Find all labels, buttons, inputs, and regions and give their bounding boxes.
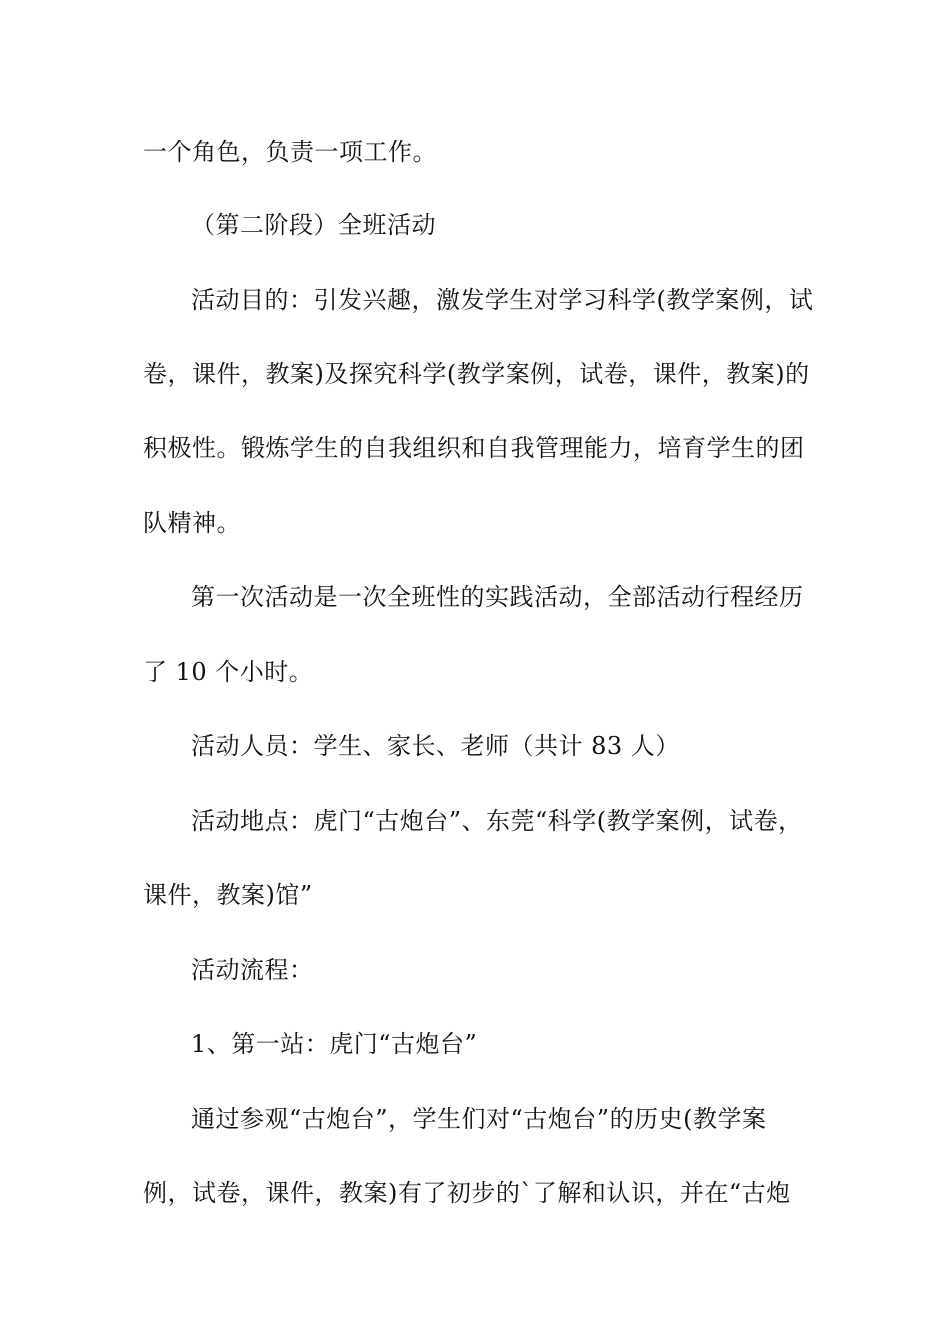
text-line-7: 第一次活动是一次全班性的实践活动，全部活动行程经历	[191, 583, 804, 611]
text-line-4: 卷，课件，教案)及探究科学(教学案例，试卷，课件，教案)的	[143, 360, 810, 388]
text-line-9: 活动人员：学生、家长、老师（共计 83 人）	[191, 732, 680, 760]
text-line-8: 了 10 个小时。	[143, 658, 314, 686]
text-line-6: 队精神。	[143, 509, 241, 537]
text-line-5: 积极性。锻炼学生的自我组织和自我管理能力，培育学生的团	[143, 434, 805, 462]
text-line-15: 例，试卷，课件，教案)有了初步的`了解和认识，并在“古炮	[143, 1179, 791, 1207]
text-line-13: 1、第一站：虎门“古炮台”	[191, 1030, 478, 1058]
section-heading: （第二阶段）全班活动	[191, 211, 436, 239]
text-line-14: 通过参观“古炮台”，学生们对“古炮台”的历史(教学案	[191, 1105, 767, 1133]
text-line-12: 活动流程：	[191, 956, 314, 984]
text-line-10: 活动地点：虎门“古炮台”、东莞“科学(教学案例，试卷，	[191, 807, 803, 835]
text-line-3: 活动目的：引发兴趣，激发学生对学习科学(教学案例，试	[191, 286, 814, 314]
text-line-1: 一个角色，负责一项工作。	[143, 138, 437, 166]
text-line-11: 课件，教案)馆”	[143, 881, 313, 909]
